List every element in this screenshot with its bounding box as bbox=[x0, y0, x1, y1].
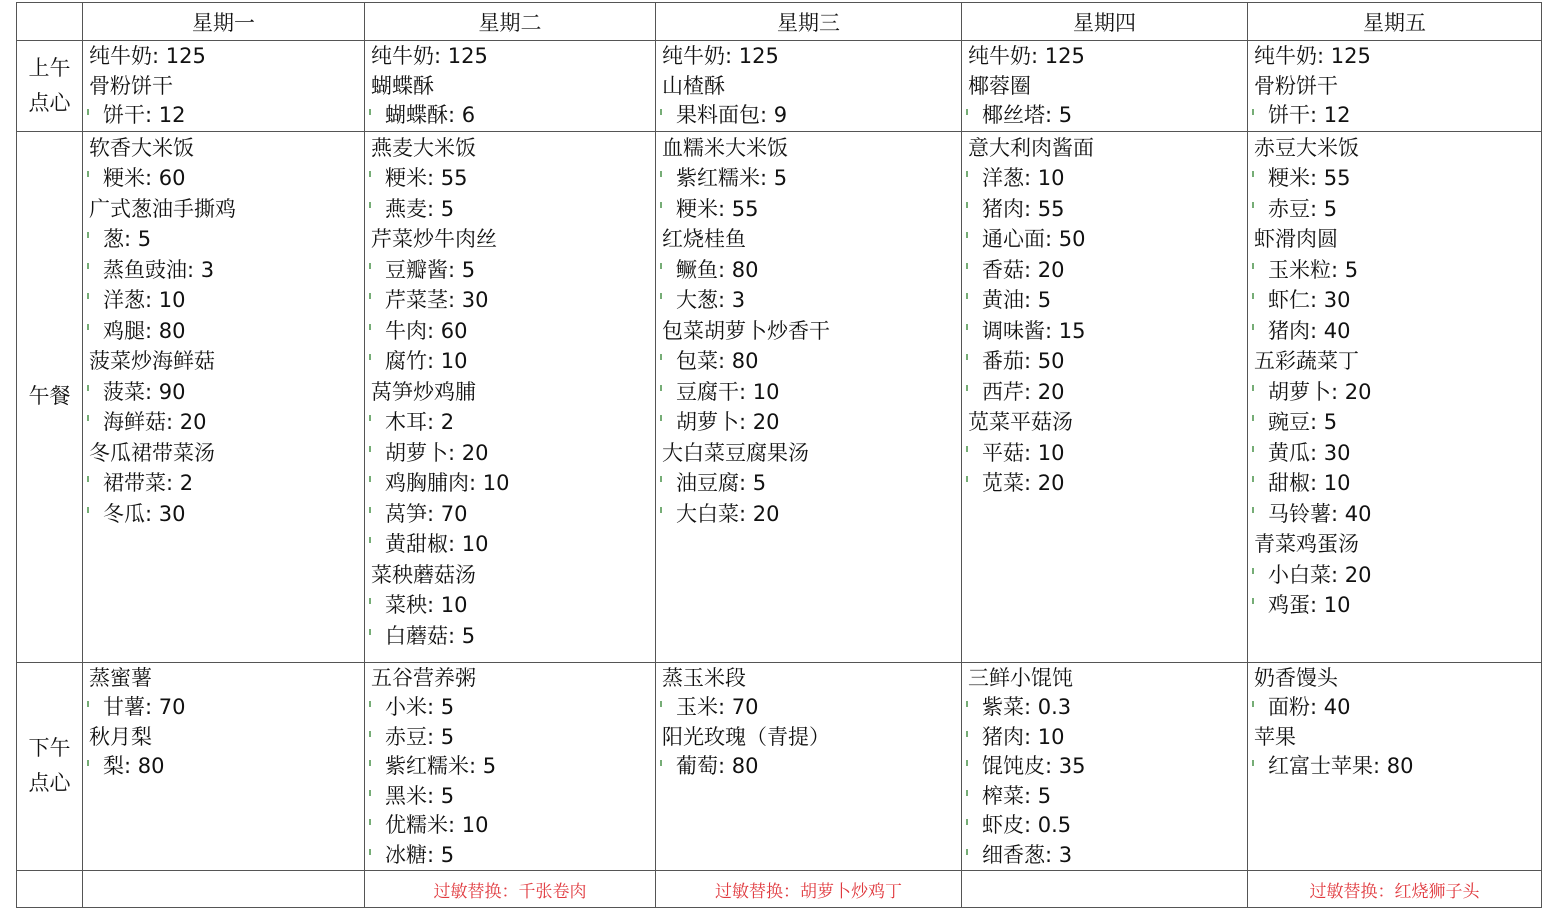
ingredient-line: 小白菜: 20 bbox=[1254, 560, 1541, 591]
ingredient-line: 油豆腐: 5 bbox=[662, 468, 961, 499]
lunch-wednesday bbox=[656, 131, 962, 662]
lunch-row bbox=[17, 131, 1542, 662]
day-header-monday: 星期一 bbox=[83, 3, 365, 41]
ingredient-line: 粳米: 55 bbox=[662, 194, 961, 225]
dish-name: 蝴蝶酥 bbox=[371, 73, 434, 98]
dish-name: 三鲜小馄饨 bbox=[968, 665, 1073, 690]
ingredient-line: 黄瓜: 30 bbox=[1254, 438, 1541, 469]
am-snack-label bbox=[17, 41, 83, 132]
ingredient-line: 粳米: 55 bbox=[371, 163, 655, 194]
dish-name: 大白菜豆腐果汤 bbox=[662, 440, 809, 465]
ingredient-line: 葡萄: 80 bbox=[662, 752, 961, 782]
day-header-tuesday: 星期二 bbox=[365, 3, 656, 41]
ingredient-line: 香菇: 20 bbox=[968, 255, 1247, 286]
dish-name: 虾滑肉圆 bbox=[1254, 227, 1338, 251]
ingredient-line: 面粉: 40 bbox=[1254, 693, 1541, 723]
pm-snack-label-line2: 点心 bbox=[28, 771, 71, 796]
ingredient-line: 玉米粒: 5 bbox=[1254, 255, 1541, 286]
ingredient-line: 燕麦: 5 bbox=[371, 194, 655, 225]
am-snack-label-line1: 上午 bbox=[28, 55, 71, 80]
ingredient-line: 冬瓜: 30 bbox=[89, 499, 364, 530]
ingredient-line: 小米: 5 bbox=[371, 693, 655, 723]
ingredient-line: 甘薯: 70 bbox=[89, 693, 364, 723]
ingredient-line: 猪肉: 10 bbox=[968, 723, 1247, 753]
day-header-wednesday: 星期三 bbox=[656, 3, 962, 41]
dish-name: 纯牛奶: 125 bbox=[968, 44, 1085, 68]
lunch-thursday bbox=[962, 131, 1248, 662]
ingredient-line: 黄甜椒: 10 bbox=[371, 529, 655, 560]
ingredient-line: 洋葱: 10 bbox=[968, 163, 1247, 194]
ingredient-line: 鳜鱼: 80 bbox=[662, 255, 961, 286]
lunch-monday bbox=[83, 131, 365, 662]
ingredient-line: 馄饨皮: 35 bbox=[968, 752, 1247, 782]
ingredient-line: 猪肉: 55 bbox=[968, 194, 1247, 225]
ingredient-line: 莴笋: 70 bbox=[371, 499, 655, 530]
dish-name: 广式葱油手撕鸡 bbox=[89, 196, 236, 221]
allergy-monday bbox=[83, 871, 365, 908]
dish-name: 菜秧蘑菇汤 bbox=[371, 562, 476, 587]
allergy-wednesday: 过敏替换：胡萝卜炒鸡丁 bbox=[656, 871, 962, 908]
lunch-label: 午餐 bbox=[17, 131, 83, 662]
dish-name: 莴笋炒鸡脯 bbox=[371, 379, 476, 404]
ingredient-line: 西芹: 20 bbox=[968, 377, 1247, 408]
ingredient-line: 洋葱: 10 bbox=[89, 285, 364, 316]
ingredient-line: 白蘑菇: 5 bbox=[371, 621, 655, 652]
ingredient-line: 芹菜茎: 30 bbox=[371, 285, 655, 316]
ingredient-line: 包菜: 80 bbox=[662, 346, 961, 377]
am-snack-tuesday bbox=[365, 41, 656, 132]
ingredient-line: 虾仁: 30 bbox=[1254, 285, 1541, 316]
allergy-thursday bbox=[962, 871, 1248, 908]
ingredient-line: 大葱: 3 bbox=[662, 285, 961, 316]
ingredient-line: 猪肉: 40 bbox=[1254, 316, 1541, 347]
dish-name: 骨粉饼干 bbox=[89, 73, 173, 98]
ingredient-line: 饼干: 12 bbox=[1254, 101, 1541, 131]
pm-snack-label bbox=[17, 662, 83, 871]
dish-name: 奶香馒头 bbox=[1254, 665, 1338, 690]
ingredient-line: 苋菜: 20 bbox=[968, 468, 1247, 499]
ingredient-line: 牛肉: 60 bbox=[371, 316, 655, 347]
ingredient-line: 平菇: 10 bbox=[968, 438, 1247, 469]
lunch-tuesday bbox=[365, 131, 656, 662]
ingredient-line: 胡萝卜: 20 bbox=[1254, 377, 1541, 408]
day-header-friday: 星期五 bbox=[1248, 3, 1542, 41]
ingredient-line: 细香葱: 3 bbox=[968, 841, 1247, 871]
dish-name: 芹菜炒牛肉丝 bbox=[371, 227, 497, 251]
ingredient-line: 菜秧: 10 bbox=[371, 590, 655, 621]
allergy-row bbox=[17, 871, 1542, 908]
am-snack-friday bbox=[1248, 41, 1542, 132]
ingredient-line: 紫红糯米: 5 bbox=[371, 752, 655, 782]
ingredient-line: 玉米: 70 bbox=[662, 693, 961, 723]
ingredient-line: 优糯米: 10 bbox=[371, 811, 655, 841]
ingredient-line: 豆瓣酱: 5 bbox=[371, 255, 655, 286]
day-header-thursday: 星期四 bbox=[962, 3, 1248, 41]
dish-name: 赤豆大米饭 bbox=[1254, 135, 1359, 160]
dish-name: 青菜鸡蛋汤 bbox=[1254, 532, 1359, 556]
ingredient-line: 粳米: 60 bbox=[89, 163, 364, 194]
dish-name: 纯牛奶: 125 bbox=[1254, 44, 1371, 68]
ingredient-line: 甜椒: 10 bbox=[1254, 468, 1541, 499]
dish-name: 包菜胡萝卜炒香干 bbox=[662, 318, 830, 343]
dish-name: 血糯米大米饭 bbox=[662, 135, 788, 160]
am-snack-wednesday bbox=[656, 41, 962, 132]
ingredient-line: 鸡腿: 80 bbox=[89, 316, 364, 347]
ingredient-line: 赤豆: 5 bbox=[371, 723, 655, 753]
am-snack-row bbox=[17, 41, 1542, 132]
weekly-menu-table bbox=[16, 2, 1542, 908]
pm-snack-tuesday bbox=[365, 662, 656, 871]
ingredient-line: 紫菜: 0.3 bbox=[968, 693, 1247, 723]
ingredient-line: 菠菜: 90 bbox=[89, 377, 364, 408]
ingredient-line: 鸡胸脯肉: 10 bbox=[371, 468, 655, 499]
corner-cell bbox=[17, 3, 83, 41]
dish-name: 菠菜炒海鲜菇 bbox=[89, 349, 215, 373]
ingredient-line: 海鲜菇: 20 bbox=[89, 407, 364, 438]
dish-name: 软香大米饭 bbox=[89, 135, 194, 160]
header-row bbox=[17, 3, 1542, 41]
dish-name: 蒸玉米段 bbox=[662, 665, 746, 690]
ingredient-line: 赤豆: 5 bbox=[1254, 194, 1541, 225]
ingredient-line: 胡萝卜: 20 bbox=[371, 438, 655, 469]
dish-name: 苋菜平菇汤 bbox=[968, 410, 1073, 434]
ingredient-line: 蒸鱼豉油: 3 bbox=[89, 255, 364, 286]
ingredient-line: 通心面: 50 bbox=[968, 224, 1247, 255]
dish-name: 苹果 bbox=[1254, 724, 1296, 749]
dish-name: 意大利肉酱面 bbox=[968, 135, 1094, 160]
allergy-friday: 过敏替换：红烧狮子头 bbox=[1248, 871, 1542, 908]
lunch-friday bbox=[1248, 131, 1542, 662]
dish-name: 阳光玫瑰（青提） bbox=[662, 724, 830, 749]
pm-snack-row bbox=[17, 662, 1542, 871]
pm-snack-thursday bbox=[962, 662, 1248, 871]
am-snack-monday bbox=[83, 41, 365, 132]
ingredient-line: 豆腐干: 10 bbox=[662, 377, 961, 408]
ingredient-line: 粳米: 55 bbox=[1254, 163, 1541, 194]
ingredient-line: 椰丝塔: 5 bbox=[968, 101, 1247, 131]
ingredient-line: 豌豆: 5 bbox=[1254, 407, 1541, 438]
ingredient-line: 裙带菜: 2 bbox=[89, 468, 364, 499]
ingredient-line: 黄油: 5 bbox=[968, 285, 1247, 316]
ingredient-line: 腐竹: 10 bbox=[371, 346, 655, 377]
ingredient-line: 虾皮: 0.5 bbox=[968, 811, 1247, 841]
ingredient-line: 紫红糯米: 5 bbox=[662, 163, 961, 194]
dish-name: 骨粉饼干 bbox=[1254, 73, 1338, 98]
dish-name: 椰蓉圈 bbox=[968, 73, 1031, 98]
dish-name: 燕麦大米饭 bbox=[371, 135, 476, 160]
dish-name: 冬瓜裙带菜汤 bbox=[89, 440, 215, 465]
pm-snack-monday bbox=[83, 662, 365, 871]
ingredient-line: 大白菜: 20 bbox=[662, 499, 961, 530]
dish-name: 蒸蜜薯 bbox=[89, 665, 152, 690]
pm-snack-friday bbox=[1248, 662, 1542, 871]
pm-snack-wednesday bbox=[656, 662, 962, 871]
ingredient-line: 鸡蛋: 10 bbox=[1254, 590, 1541, 621]
ingredient-line: 冰糖: 5 bbox=[371, 841, 655, 871]
allergy-label bbox=[17, 871, 83, 908]
ingredient-line: 木耳: 2 bbox=[371, 407, 655, 438]
ingredient-line: 葱: 5 bbox=[89, 224, 364, 255]
am-snack-label-line2: 点心 bbox=[28, 90, 71, 115]
dish-name: 山楂酥 bbox=[662, 73, 725, 98]
ingredient-line: 榨菜: 5 bbox=[968, 782, 1247, 812]
ingredient-line: 马铃薯: 40 bbox=[1254, 499, 1541, 530]
dish-name: 秋月梨 bbox=[89, 724, 152, 749]
ingredient-line: 黑米: 5 bbox=[371, 782, 655, 812]
dish-name: 红烧桂鱼 bbox=[662, 227, 746, 251]
dish-name: 五彩蔬菜丁 bbox=[1254, 349, 1359, 373]
ingredient-line: 饼干: 12 bbox=[89, 101, 364, 131]
allergy-tuesday: 过敏替换：千张卷肉 bbox=[365, 871, 656, 908]
am-snack-thursday bbox=[962, 41, 1248, 132]
pm-snack-label-line1: 下午 bbox=[28, 736, 71, 761]
dish-name: 五谷营养粥 bbox=[371, 665, 476, 690]
ingredient-line: 番茄: 50 bbox=[968, 346, 1247, 377]
dish-name: 纯牛奶: 125 bbox=[662, 44, 779, 68]
ingredient-line: 调味酱: 15 bbox=[968, 316, 1247, 347]
ingredient-line: 果料面包: 9 bbox=[662, 101, 961, 131]
ingredient-line: 红富士苹果: 80 bbox=[1254, 752, 1541, 782]
dish-name: 纯牛奶: 125 bbox=[89, 44, 206, 68]
ingredient-line: 梨: 80 bbox=[89, 752, 364, 782]
ingredient-line: 胡萝卜: 20 bbox=[662, 407, 961, 438]
dish-name: 纯牛奶: 125 bbox=[371, 44, 488, 68]
ingredient-line: 蝴蝶酥: 6 bbox=[371, 101, 655, 131]
